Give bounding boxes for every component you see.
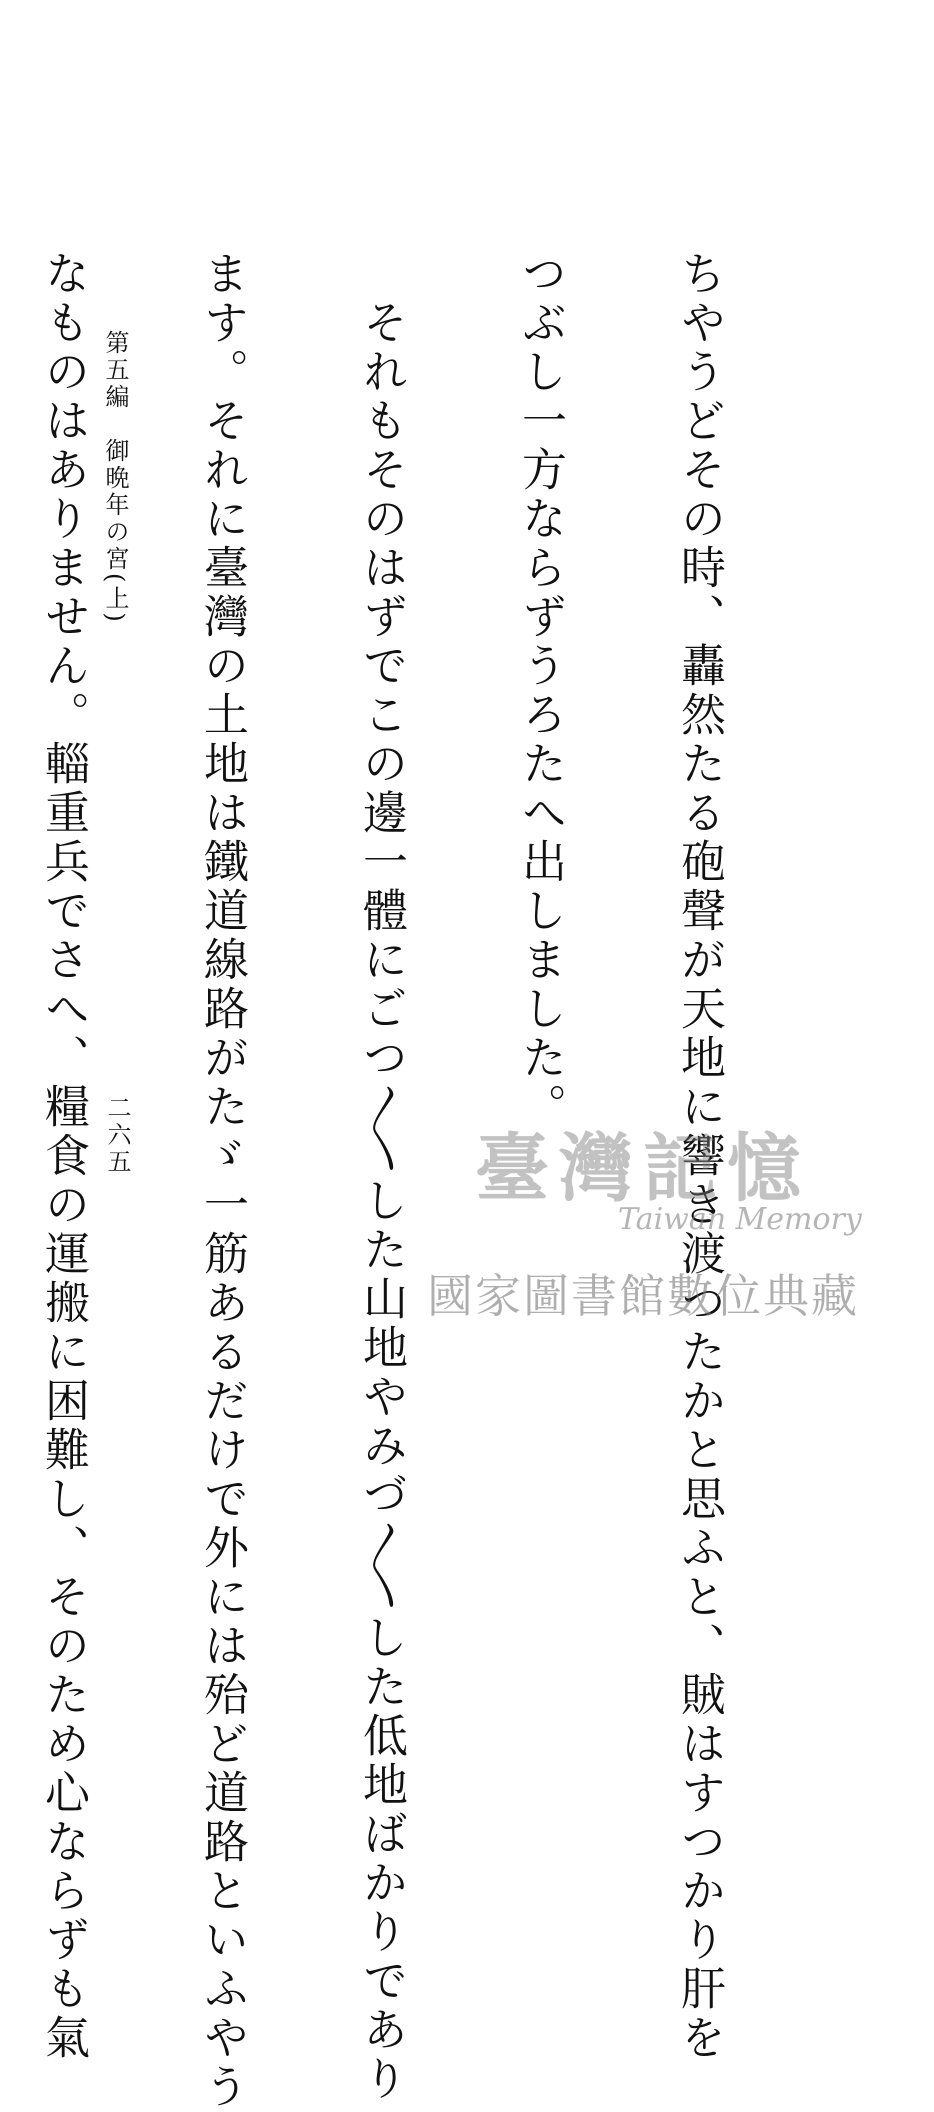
page-number: 二六五: [103, 1095, 131, 1176]
running-title: 第五編 御晩年の宮(上): [101, 330, 129, 625]
text-line-2: つぶし一方ならずうろたへ出しました。: [514, 250, 567, 1132]
text-line-1: ちやうどその時、轟然たる砲聲が天地に響き渡つたかと思ふと、賊はすつかり肝を: [673, 250, 726, 2063]
text-line-4: ます。それに臺灣の土地は鐵道線路がたゞ一筋あるだけで外には殆ど道路といふやう: [196, 250, 249, 2112]
text-line-3: それもそのはずでこの邊一體にごつ〳〵した山地やみづ〳〵した低地ばかりであり: [355, 250, 408, 2104]
watermark-logo-text: 臺灣記憶: [475, 1126, 811, 1212]
text-line-5: なものはありません。輜重兵でさへ、糧食の運搬に困難し、そのため心ならずも氣: [37, 250, 90, 2063]
watermark-subtitle: 國家圖書館數位典藏: [427, 1269, 859, 1323]
watermark-english: Taiwan Memory: [618, 1202, 862, 1237]
